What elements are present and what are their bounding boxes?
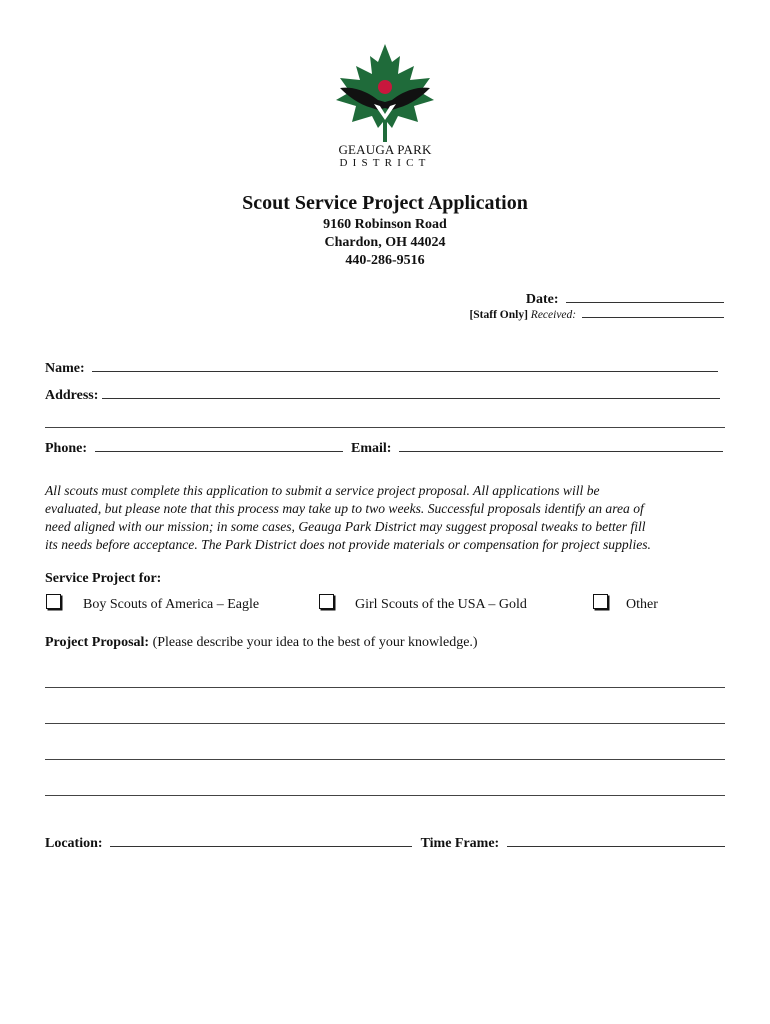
address-city: Chardon, OH 44024 [324, 235, 446, 250]
org-name-line1: GEAUGA PARK [338, 142, 432, 157]
name-label: Name: [45, 361, 85, 376]
address-row [45, 384, 720, 404]
project-proposal-label: Project Proposal: [45, 635, 150, 650]
address-field-line2[interactable] [45, 427, 725, 428]
email-field[interactable] [399, 437, 723, 452]
location-timeframe-row [45, 832, 725, 852]
instructions-line: need aligned with our mission; in some cases, Geauga Park District may suggest proposal tweaks to better fill [45, 519, 646, 534]
timeframe-field[interactable] [507, 832, 725, 847]
date-label: Date: [525, 292, 559, 307]
staff-only-label: [Staff Only] [469, 309, 528, 321]
received-field[interactable] [582, 306, 724, 318]
address-field[interactable] [102, 384, 720, 399]
park-district-logo [334, 44, 436, 142]
date-field[interactable] [566, 288, 724, 303]
address-label: Address: [45, 388, 99, 403]
checkbox-other[interactable] [593, 594, 608, 609]
name-field[interactable] [92, 357, 718, 372]
proposal-line-2[interactable] [45, 723, 725, 724]
option-label-girl-scouts: Girl Scouts of the USA – Gold [355, 597, 527, 612]
berry-icon [378, 80, 392, 94]
email-label: Email: [351, 441, 392, 456]
instructions-line: evaluated, but please note that this process may take up to two weeks. Successful proposals identify an area of [45, 501, 644, 516]
phone-label: Phone: [45, 441, 87, 456]
proposal-line-1[interactable] [45, 687, 725, 688]
address-phone: 440-286-9516 [345, 253, 425, 268]
proposal-line-3[interactable] [45, 759, 725, 760]
page-title: Scout Service Project Application [242, 192, 528, 214]
staff-received-row [469, 306, 724, 321]
name-row [45, 357, 718, 377]
org-name-line2: DISTRICT [339, 157, 431, 169]
checkbox-girl-scouts[interactable] [319, 594, 334, 609]
instructions-paragraph [45, 482, 735, 554]
received-label: Received: [530, 309, 577, 321]
timeframe-label: Time Frame: [420, 836, 500, 851]
option-label-other: Other [626, 597, 658, 612]
instructions-line: its needs before acceptance. The Park District does not provide materials or compensation for project supplies. [45, 537, 651, 552]
option-label-boy-scouts: Boy Scouts of America – Eagle [83, 597, 260, 612]
date-row [526, 288, 724, 308]
phone-field[interactable] [95, 437, 343, 452]
project-proposal-hint: (Please describe your idea to the best of your knowledge.) [152, 635, 478, 650]
checkbox-boy-scouts[interactable] [46, 594, 61, 609]
phone-email-row [45, 437, 723, 457]
location-label: Location: [45, 836, 103, 851]
service-project-label: Service Project for: [45, 571, 162, 586]
instructions-line: All scouts must complete this application to submit a service project proposal. All applications will be [45, 483, 600, 498]
address-street: 9160 Robinson Road [323, 217, 447, 232]
location-field[interactable] [110, 832, 412, 847]
project-proposal-row [45, 635, 478, 651]
proposal-line-4[interactable] [45, 795, 725, 796]
